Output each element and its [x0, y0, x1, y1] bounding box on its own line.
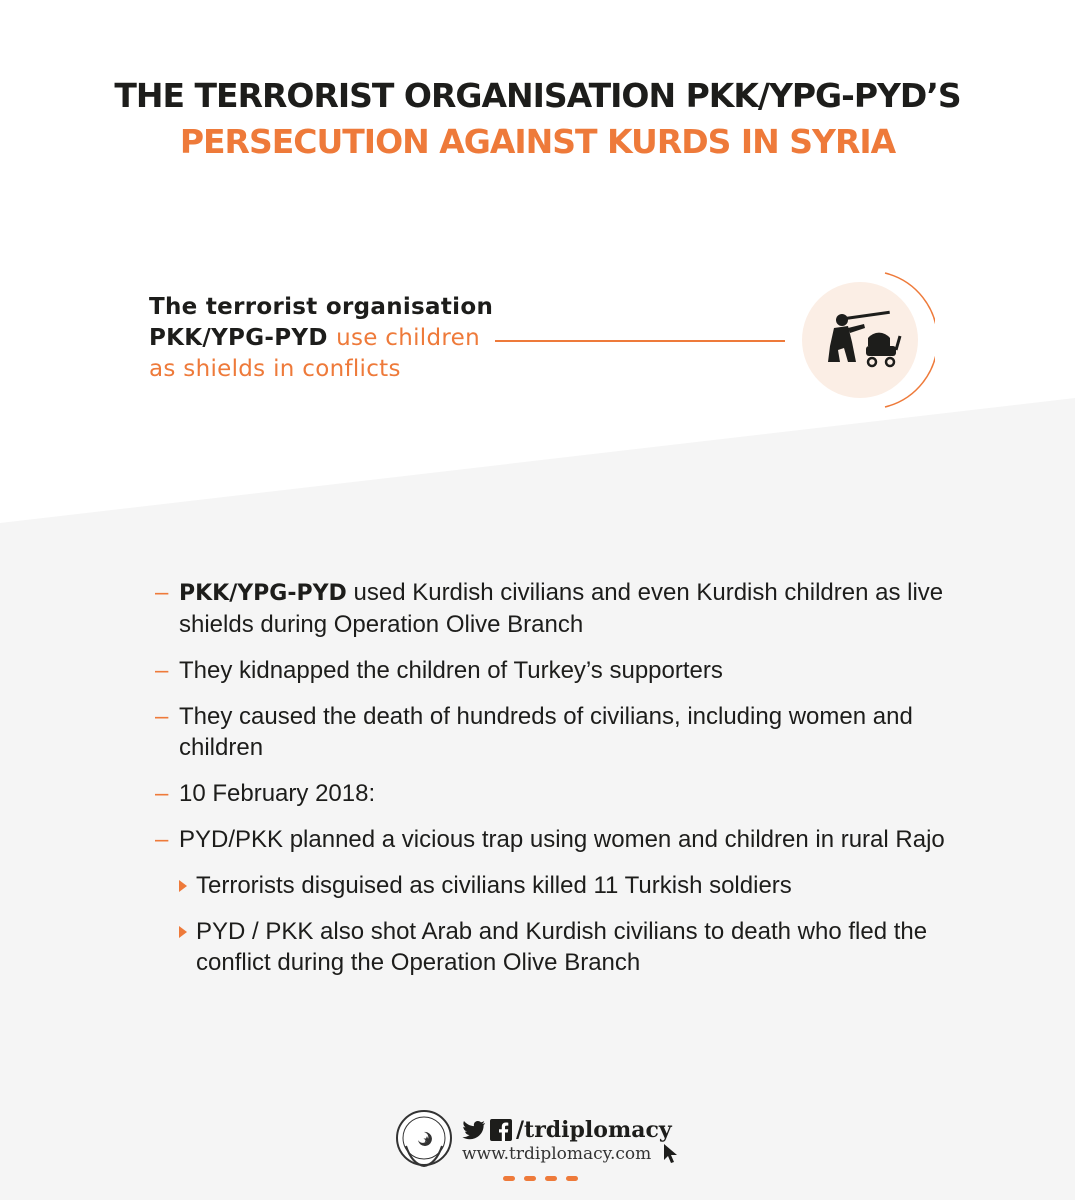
tr-diplomacy-logo	[394, 1104, 454, 1174]
sub-list-item	[155, 916, 945, 978]
list-item-text: PYD/PKK planned a vicious trap using women and children in rural Rajo	[179, 826, 945, 853]
page-subtitle: PERSECUTION AGAINST KURDS IN SYRIA	[179, 122, 896, 161]
list-item	[155, 655, 945, 686]
callout-line-1: The terrorist organisation	[149, 294, 494, 320]
list-item	[155, 701, 945, 763]
list-item	[155, 824, 945, 855]
sniper-with-stroller-icon	[790, 270, 935, 415]
sub-list-item	[155, 870, 945, 901]
decorative-dots	[503, 1176, 578, 1181]
callout-org: PKK/YPG-PYD	[149, 325, 328, 351]
dot	[566, 1176, 578, 1181]
facebook-icon[interactable]	[490, 1119, 512, 1141]
list-item-text: used Kurdish civilians and even Kurdish children as live shields during Operation Olive Branch	[179, 579, 944, 638]
dash-icon: –	[155, 780, 169, 807]
list-item-text: 10 February 2018:	[179, 780, 376, 807]
list-item-text: They caused the death of hundreds of civilians, including women and children	[179, 703, 913, 761]
dot	[545, 1176, 557, 1181]
social-handle[interactable]: /trdiplomacy	[516, 1117, 672, 1143]
dash-icon: –	[155, 826, 169, 853]
callout-connector-line	[495, 340, 785, 342]
triangle-bullet-icon	[179, 880, 187, 892]
callout-line-3: as shields in conflicts	[149, 356, 401, 382]
list-item-bold: PKK/YPG-PYD	[179, 581, 347, 606]
list-item	[155, 778, 945, 809]
twitter-icon[interactable]	[462, 1120, 486, 1140]
dash-icon: –	[155, 703, 169, 730]
page-title: THE TERRORIST ORGANISATION PKK/YPG-PYD’S	[114, 76, 961, 115]
social-handles	[462, 1117, 672, 1143]
list-item-text: They kidnapped the children of Turkey’s supporters	[179, 657, 723, 684]
cursor-icon	[663, 1143, 679, 1170]
dash-icon: –	[155, 657, 169, 684]
dot	[503, 1176, 515, 1181]
callout-text	[149, 292, 493, 385]
list-item	[155, 577, 945, 640]
sub-list-item-text: PYD / PKK also shot Arab and Kurdish civilians to death who fled the conflict during the Operation Olive Branch	[196, 918, 928, 976]
triangle-bullet-icon	[179, 926, 187, 938]
dash-icon: –	[155, 579, 169, 606]
callout-line-2	[149, 323, 493, 354]
dot	[524, 1176, 536, 1181]
bullet-list	[155, 577, 945, 993]
sub-list-item-text: Terrorists disguised as civilians killed 11 Turkish soldiers	[196, 872, 792, 899]
callout-highlight: use children	[336, 325, 480, 351]
website-link[interactable]: www.trdiplomacy.com	[462, 1144, 652, 1164]
